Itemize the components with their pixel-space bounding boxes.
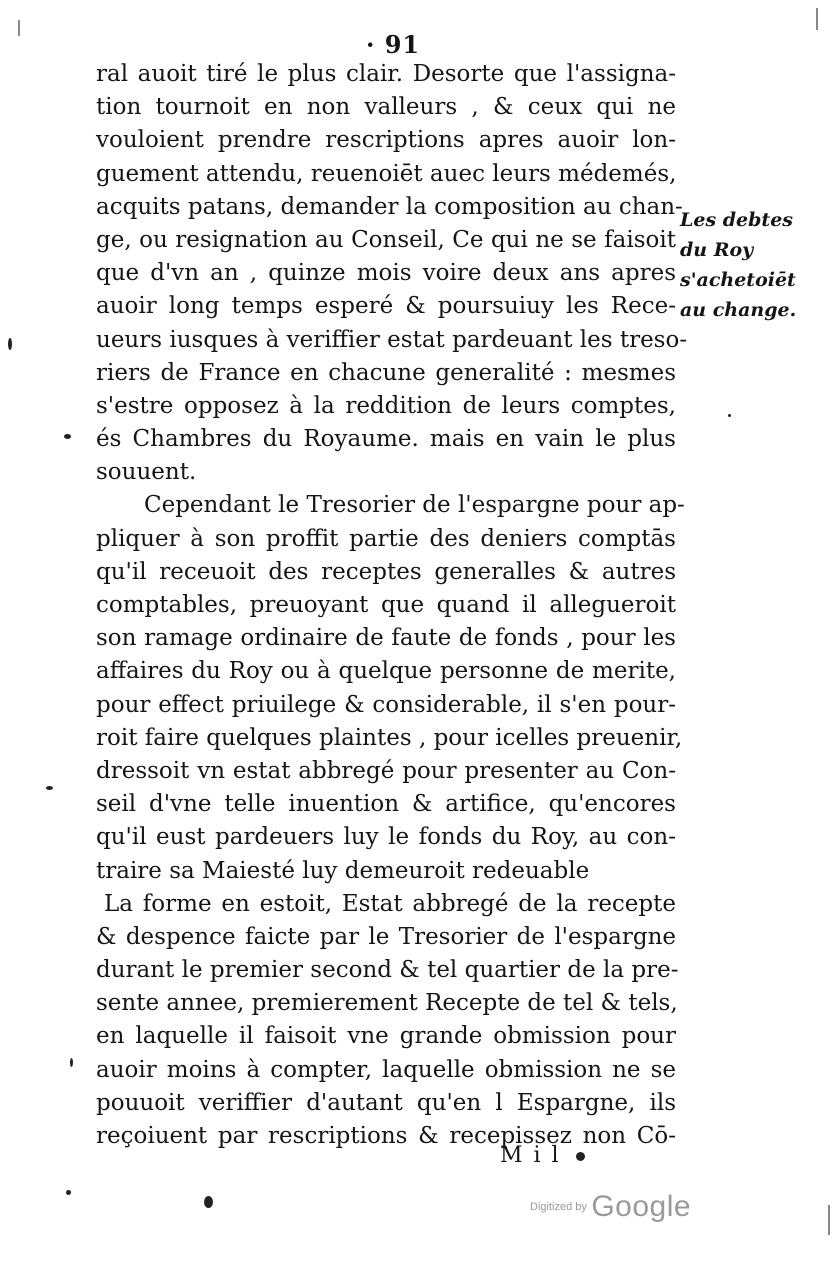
paragraph-start-line: La forme en estoit, Estat abbregé de la recepte <box>104 890 676 917</box>
scan-edge-mark <box>18 20 20 36</box>
margin-note-line: s'achetoiēt <box>680 269 796 291</box>
margin-note-line: Les debtes <box>680 209 793 231</box>
margin-note <box>680 205 800 325</box>
text-line: acquits patans, demander la composition au chan- <box>96 193 683 220</box>
text-line: que d'vn an , quinze mois voire deux ans apres <box>96 260 676 287</box>
text-line: és Chambres du Royaume. mais en vain le plus <box>96 426 676 453</box>
text-line: qu'il eust pardeuers luy le fonds du Roy, au con- <box>96 824 676 851</box>
text-line: tion tournoit en non valleurs , & ceux qui ne <box>96 94 676 121</box>
text-line: comptables, preuoyant que quand il allegueroit <box>96 592 676 618</box>
google-watermark <box>530 1190 691 1224</box>
text-line: affaires du Roy ou à quelque personne de merite, <box>96 658 676 685</box>
text-line: en laquelle il faisoit vne grande obmission pour <box>96 1023 676 1050</box>
text-line: dressoit vn estat abbregé pour presenter au Con- <box>96 757 676 784</box>
text-line: pour effect priuilege & considerable, il s'en pour- <box>96 691 676 718</box>
text-line: traire sa Maiesté luy demeuroit redeuable <box>96 857 590 884</box>
text-line: seil d'vne telle inuention & artifice, qu'encores <box>96 791 676 818</box>
text-line: riers de France en chacune generalité : mesmes <box>96 359 676 386</box>
text-line: guement attendu, reuenoiēt auec leurs médemés, <box>96 160 677 187</box>
text-line: son ramage ordinaire de faute de fonds , pour les <box>96 625 676 652</box>
text-line: souuent. <box>96 459 197 486</box>
text-line: qu'il receuoit des receptes generalles & autres <box>96 558 676 585</box>
text-line: ral auoit tiré le plus clair. Desorte que l'assigna- <box>96 61 676 87</box>
margin-note-line: du Roy <box>680 239 754 261</box>
catchword: M i l <box>500 1143 561 1168</box>
ink-speck <box>8 338 12 350</box>
text-line: pliquer à son proffit partie des deniers comptās <box>96 525 676 552</box>
text-line: s'estre opposez à la reddition de leurs comptes, <box>96 392 676 419</box>
ink-speck <box>728 414 731 417</box>
ink-speck <box>70 1058 73 1067</box>
ink-speck <box>64 434 71 439</box>
page-number: · 91 <box>366 30 421 59</box>
text-line: reçoiuent par rescriptions & recepissez non Cō- <box>96 1123 676 1149</box>
text-line: auoir long temps esperé & poursuiuy les Rece- <box>96 293 676 320</box>
scan-edge-mark <box>816 8 818 30</box>
margin-note-line: au change. <box>680 299 797 321</box>
watermark-prefix: Digitized by <box>530 1201 587 1213</box>
body-text <box>96 58 688 1153</box>
text-line: auoir moins à compter, laquelle obmission ne se <box>96 1056 676 1083</box>
text-line: ueurs iusques à veriffier estat pardeuant les treso- <box>96 326 688 353</box>
text-line: pouuoit veriffier d'autant qu'en l Espargne, ils <box>96 1089 676 1116</box>
text-line: sente annee, premierement Recepte de tel & tels, <box>96 990 678 1017</box>
text-line: roit faire quelques plaintes , pour icelles preuenir, <box>96 724 683 751</box>
ink-speck <box>204 1196 213 1208</box>
text-line: vouloient prendre rescriptions apres auoir lon- <box>96 127 676 154</box>
watermark-brand: Google <box>591 1190 692 1223</box>
text-line: ge, ou resignation au Conseil, Ce qui ne se faisoit <box>96 226 676 253</box>
ink-speck <box>66 1190 71 1195</box>
text-line: & despence faicte par le Tresorier de l'espargne <box>96 923 676 950</box>
text-line: durant le premier second & tel quartier de la pre- <box>96 957 679 984</box>
paragraph-start-line: Cependant le Tresorier de l'espargne pour ap- <box>144 492 685 519</box>
scan-edge-mark <box>828 1205 830 1235</box>
ink-speck <box>576 1152 585 1161</box>
ink-speck <box>46 786 53 790</box>
